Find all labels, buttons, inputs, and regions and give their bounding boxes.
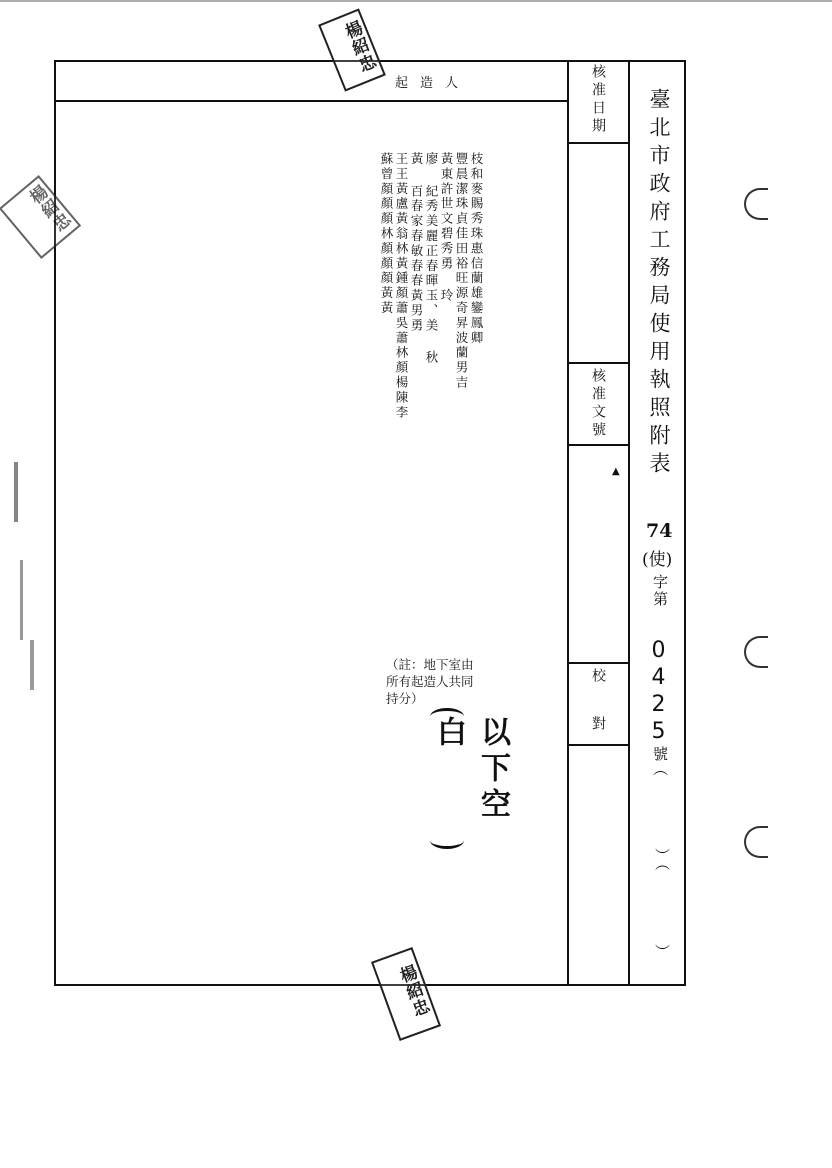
scan-artifact xyxy=(30,640,34,690)
seal-stamp-bottom: 楊紹忠 xyxy=(371,947,441,1041)
names-column: 蘇曾顏顏顏林顏顏顏黃黃 xyxy=(379,152,394,316)
names-column: 黃 百春家春敏春春黃男勇 xyxy=(409,152,424,334)
panel-divider xyxy=(567,60,569,986)
scan-artifact xyxy=(20,560,23,640)
binder-hole xyxy=(744,826,768,858)
license-number: 0425 xyxy=(646,638,671,746)
license-word-label: 字第 xyxy=(651,574,669,608)
names-column: 王王黃盧黃翁林黃鍾顏蕭吳蕭林顏楊陳李 xyxy=(394,152,409,421)
license-paren-1: ）（ xyxy=(653,848,671,871)
license-paren-2: ） xyxy=(653,944,671,959)
scan-artifact xyxy=(14,462,18,522)
blank-note-paren-bottom xyxy=(430,832,464,849)
tick-mark: ▲ xyxy=(612,466,620,477)
proofread-top xyxy=(568,662,629,664)
proofread-label: 校對 xyxy=(590,668,606,764)
title-divider xyxy=(628,60,630,986)
blank-note-paren-top xyxy=(430,708,464,725)
license-year: 74 xyxy=(646,520,673,542)
license-suffix: 號（ xyxy=(651,746,669,776)
note-line: 持分） xyxy=(386,691,424,706)
license-type: (使) xyxy=(642,550,673,570)
seal-stamp-top: 楊紹忠 xyxy=(318,8,386,91)
approval-date-divider xyxy=(568,142,629,144)
binder-hole xyxy=(744,188,768,220)
approval-number-label: 核准文號 xyxy=(590,368,606,440)
names-column: 黃東許世文碧秀勇 玲 xyxy=(439,152,454,304)
binder-hole xyxy=(744,636,768,668)
form-frame xyxy=(54,60,686,986)
names-column: 枝和麥賜秀珠惠信蘭雄鑾鳳卿 xyxy=(469,152,484,346)
names-column: 豐晨潔珠貞佳田裕旺源奇昇波蘭男吉 xyxy=(454,152,469,391)
scan-artifact xyxy=(0,0,832,2)
note-line: 所有起造人共同 xyxy=(386,674,474,689)
note-line: （註：地下室由 xyxy=(386,657,474,672)
header-divider xyxy=(56,100,568,102)
blank-below-note: 以下空白 xyxy=(431,716,510,824)
basement-note xyxy=(386,656,474,707)
approval-date-bottom xyxy=(568,362,629,364)
names-list xyxy=(379,152,484,632)
form-title: 臺北市政府工務局使用執照附表 xyxy=(647,88,671,480)
applicant-header: 起造人 xyxy=(395,76,471,91)
approval-number-divider xyxy=(568,444,629,446)
approval-date-label: 核准日期 xyxy=(590,64,606,136)
names-column: 廖 紀秀美麗正春暉玉、美 秋 xyxy=(424,152,439,366)
seal-stamp-left: 楊紹忠 xyxy=(0,175,81,259)
